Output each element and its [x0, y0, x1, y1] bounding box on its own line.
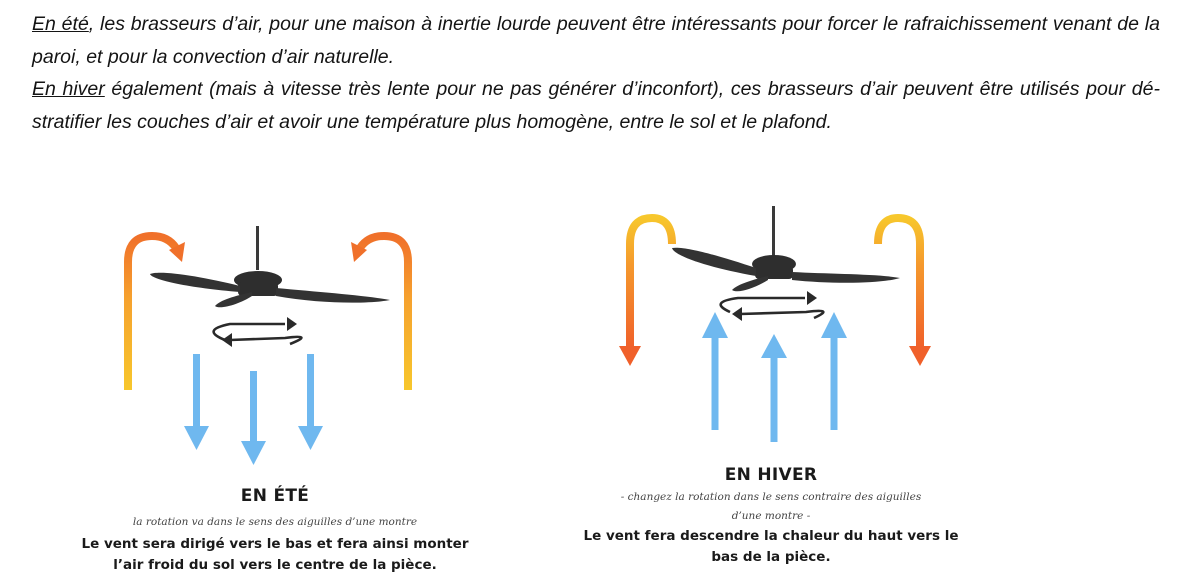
figure-summer: [40, 200, 510, 581]
paragraph-winter: [32, 73, 1160, 138]
summer-subtitle: la rotation va dans le sens des aiguilles d’une montre: [132, 516, 418, 528]
cool-arrows-down: [184, 354, 323, 465]
rotation-clockwise-icon: [214, 317, 302, 347]
ceiling-fan-icon: [150, 226, 390, 307]
winter-caption-line1: Le vent fera descendre la chaleur du haut vers le: [583, 528, 959, 544]
warm-arrow-left: [619, 218, 672, 366]
warm-arrow-right: [878, 218, 931, 366]
winter-text: également (mais à vitesse très lente pour ne pas générer d’inconfort), ces brasseurs d’air peuvent être utilisés pour dé-stratifier les couches d’air et avoir une température plus homogène, entre le sol et le plafond.: [32, 78, 1160, 133]
summer-lead: En été: [32, 13, 89, 35]
winter-caption-line2: bas de la pièce.: [711, 549, 831, 565]
rotation-counterclockwise-icon: [721, 291, 824, 321]
warm-arrow-right: [351, 236, 408, 390]
summer-title: EN ÉTÉ: [240, 486, 310, 506]
summer-fan-diagram: [40, 200, 510, 480]
cool-arrows-up: [702, 312, 847, 442]
winter-subtitle-line1: - changez la rotation dans le sens contraire des aiguilles: [620, 491, 922, 503]
winter-subtitle-line2: d’une montre -: [731, 510, 811, 522]
warm-arrow-left: [128, 236, 185, 390]
winter-fan-diagram: [580, 200, 990, 460]
paragraph-summer: [32, 8, 1160, 73]
winter-lead: En hiver: [32, 78, 105, 100]
figure-winter: [580, 200, 990, 581]
summer-caption-line2: l’air froid du sol vers le centre de la pièce.: [113, 557, 437, 573]
intro-text: [32, 8, 1160, 138]
ceiling-fan-icon: [672, 206, 900, 291]
summer-caption-line1: Le vent sera dirigé vers le bas et fera ainsi monter: [81, 536, 469, 552]
summer-text: , les brasseurs d’air, pour une maison à inertie lourde peuvent être intéressants pour forcer le rafraichissement venant de la paroi, et pour la convection d’air naturelle.: [32, 13, 1160, 68]
winter-title: EN HIVER: [724, 465, 818, 485]
